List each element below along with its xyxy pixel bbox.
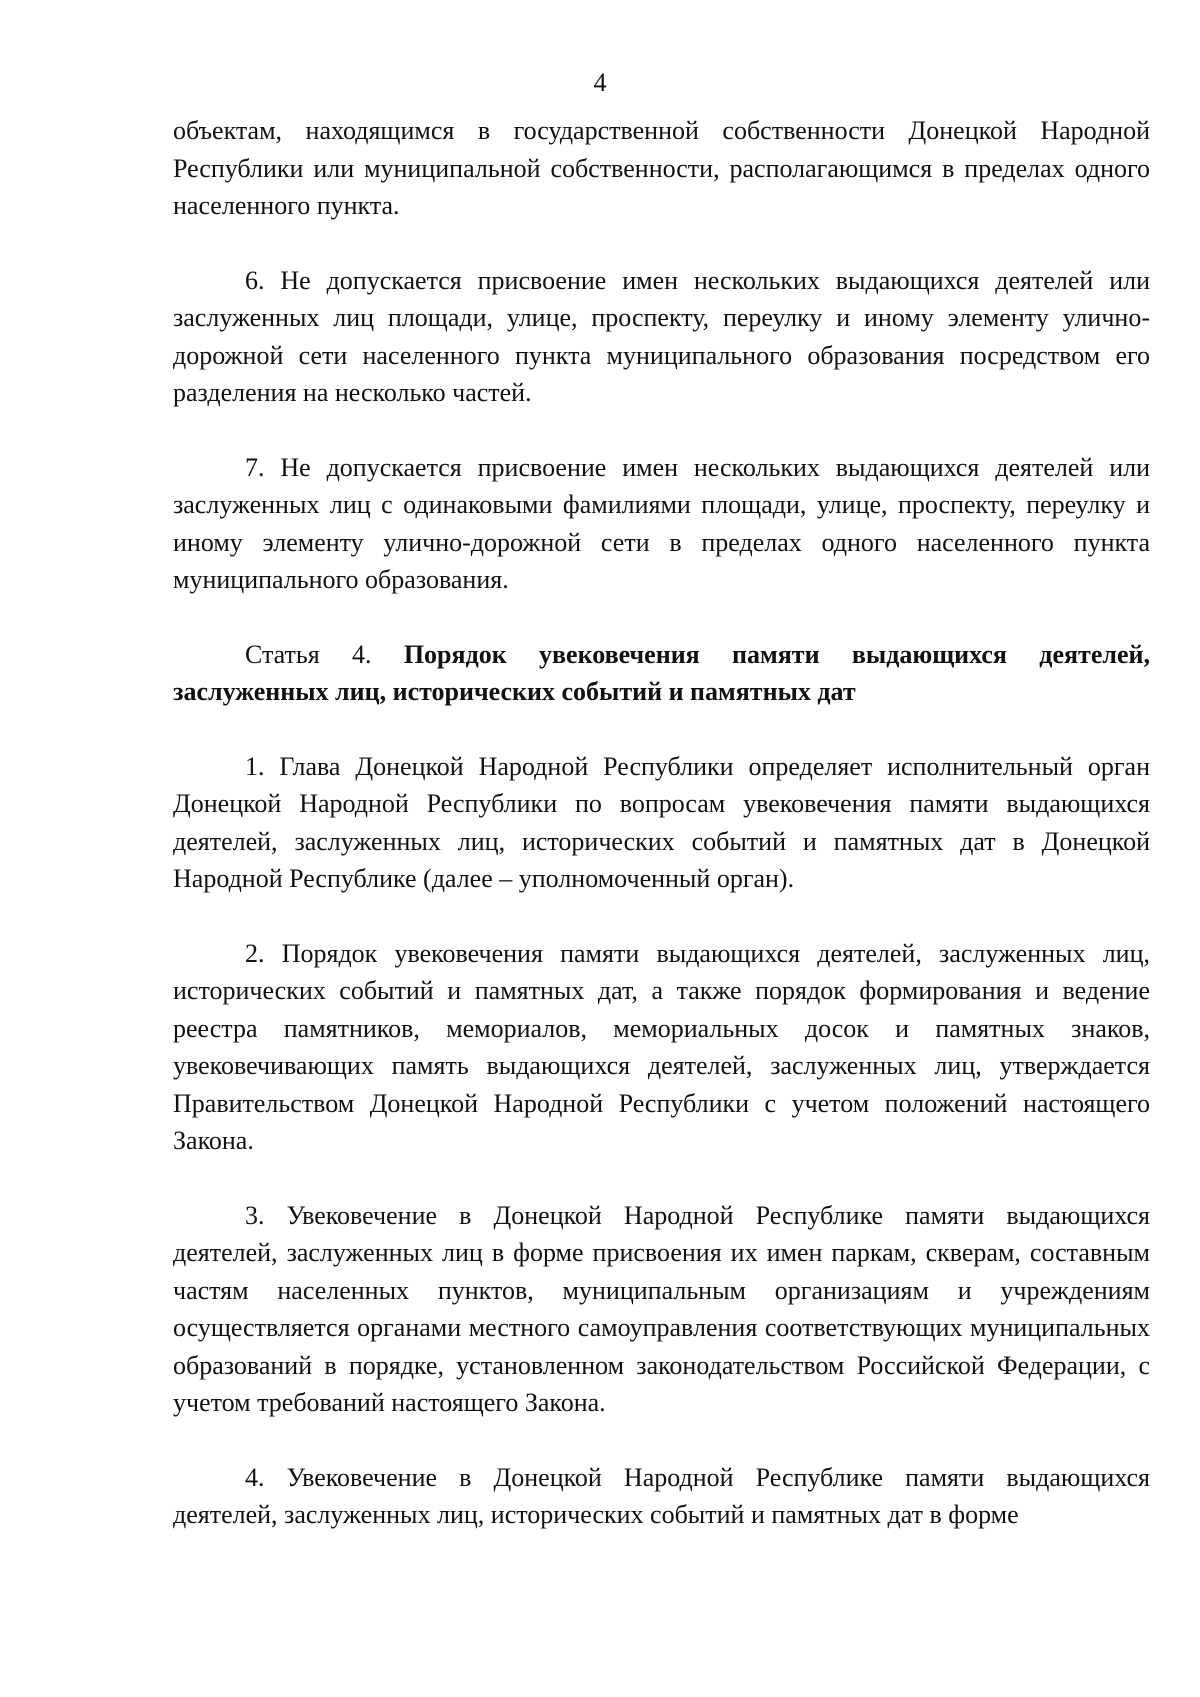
paragraph-item-7: 7. Не допускается присвоение имен нескольких выдающихся деятелей или заслуженных лиц с одинаковыми фамилиями площади, улице, проспекту, переулку и иному элементу улично-дорожной сети в пределах одного населенного пункта муниципального образования. [173, 452, 1150, 594]
article-item-2: 2. Порядок увековечения памяти выдающихся деятелей, заслуженных лиц, исторических событий и памятных дат, а также порядок формирования и ведение реестра памятников, мемориалов, мемориальных досок и памятных знаков, увековечивающих память выдающихся деятелей, заслуженных лиц, утверждается Правительством Донецкой Народной Республики с учетом положений настоящего Закона. [173, 938, 1150, 1155]
article-item-4: 4. Увековечение в Донецкой Народной Республике памяти выдающихся деятелей, заслуженных лиц, исторических событий и памятных дат в форме [173, 1462, 1150, 1529]
article-title: Порядок увековечения памяти выдающихся деятелей, заслуженных лиц, исторических событий и памятных дат [173, 639, 1150, 706]
paragraph-continuation: объектам, находящимся в государственной собственности Донецкой Народной Республики или муниципальной собственности, располагающимся в пределах одного населенного пункта. [173, 116, 1150, 220]
paragraph-gap [173, 412, 1150, 449]
paragraph-item-6: 6. Не допускается присвоение имен нескольких выдающихся деятелей или заслуженных лиц площади, улице, проспекту, переулку и иному элементу улично-дорожной сети населенного пункта муниципального образования посредством его разделения на несколько частей. [173, 265, 1150, 407]
document-body [173, 112, 1150, 1534]
article-heading [173, 636, 1150, 711]
paragraph-gap [173, 1160, 1150, 1197]
paragraph-gap [173, 225, 1150, 262]
article-number: Статья 4. [245, 639, 404, 669]
paragraph-gap [173, 898, 1150, 935]
paragraph-gap [173, 711, 1150, 748]
paragraph-gap [173, 599, 1150, 636]
page-number: 4 [593, 68, 607, 97]
paragraph-gap [173, 1422, 1150, 1459]
article-item-3: 3. Увековечение в Донецкой Народной Республике памяти выдающихся деятелей, заслуженных лиц в форме присвоения их имен паркам, скверам, составным частям населенных пунктов, муниципальным организациям и учреждениям осуществляется органами местного самоуправления соответствующих муниципальных образований в порядке, установленном законодательством Российской Федерации, с учетом требований настоящего Закона. [173, 1200, 1150, 1417]
article-item-1: 1. Глава Донецкой Народной Республики определяет исполнительный орган Донецкой Народной Республики по вопросам увековечения памяти выдающихся деятелей, заслуженных лиц, исторических событий и памятных дат в Донецкой Народной Республике (далее – уполномоченный орган). [173, 751, 1150, 893]
